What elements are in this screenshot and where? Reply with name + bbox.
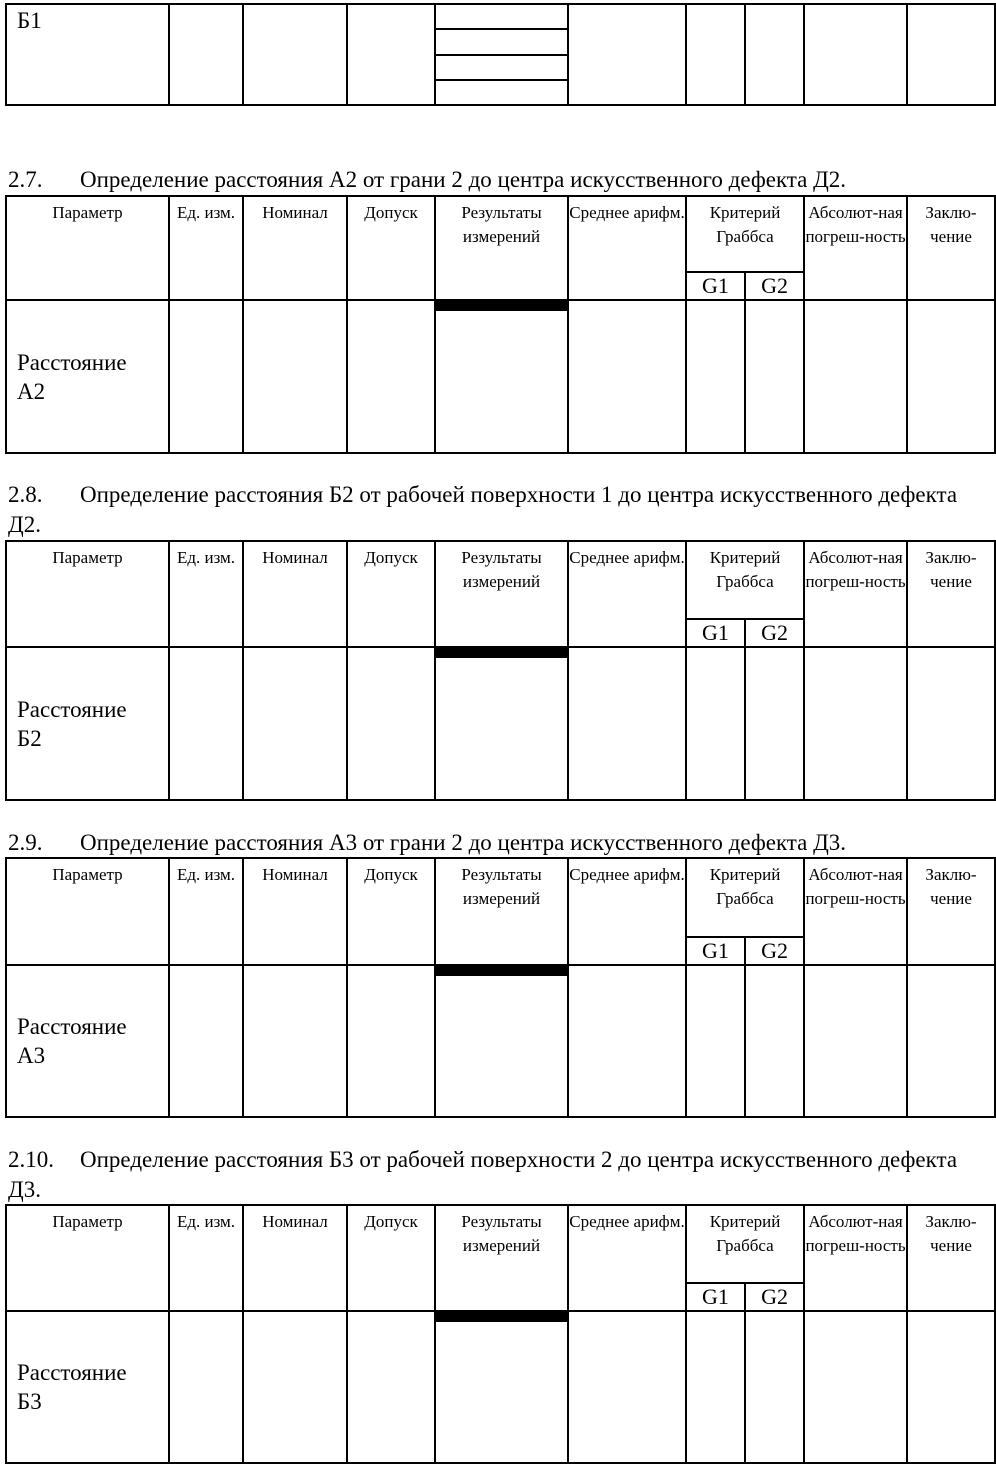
- header-tolerance: [347, 858, 435, 965]
- results-cell: [435, 4, 568, 105]
- nominal-cell[interactable]: [243, 300, 347, 453]
- tolerance-cell[interactable]: [347, 4, 435, 105]
- header-results: [435, 541, 568, 647]
- section-heading-2-8: [8, 480, 988, 540]
- param-label-line1: Расстояние: [17, 696, 127, 722]
- g1-cell[interactable]: [686, 4, 745, 105]
- result-row[interactable]: [436, 81, 567, 104]
- header-nominal-label: Номинал: [262, 203, 328, 222]
- header-g1-label: G1: [702, 938, 729, 963]
- section-number: 2.10.: [8, 1147, 54, 1172]
- header-abs-error-label: Абсолют-ная погреш-ность: [805, 865, 906, 908]
- header-mean: [568, 858, 686, 965]
- mean-cell[interactable]: [568, 4, 686, 105]
- header-abs-error: [804, 858, 907, 965]
- g2-cell[interactable]: [745, 965, 804, 1117]
- g2-cell[interactable]: [745, 300, 804, 453]
- section-title: Определение расстояния А2 от грани 2 до центра искусственного дефекта Д2.: [80, 167, 847, 192]
- header-nominal: [243, 196, 347, 300]
- header-param: [6, 858, 169, 965]
- header-nominal: [243, 541, 347, 647]
- param-label-line2: Б2: [17, 725, 42, 751]
- header-conclusion: [907, 541, 995, 647]
- header-param: [6, 1205, 169, 1311]
- section-number: 2.8.: [8, 482, 43, 507]
- header-nominal: [243, 858, 347, 965]
- param-label-line2: А3: [17, 1043, 46, 1068]
- param-cell: [6, 965, 169, 1117]
- header-conclusion: [907, 1205, 995, 1311]
- unit-cell[interactable]: [169, 4, 243, 105]
- header-abs-error-label: Абсолют-ная погреш-ность: [805, 548, 906, 591]
- nominal-cell[interactable]: [243, 1311, 347, 1463]
- tolerance-cell[interactable]: [347, 647, 435, 800]
- g1-cell[interactable]: [686, 1311, 745, 1463]
- result-row[interactable]: [436, 1320, 567, 1322]
- header-abs-error: [804, 541, 907, 647]
- header-unit-label: Ед. изм.: [176, 203, 236, 222]
- g2-cell[interactable]: [745, 647, 804, 800]
- param-cell: [6, 300, 169, 453]
- header-results-label: Результаты измерений: [461, 548, 542, 591]
- header-g1-label: G1: [702, 620, 729, 645]
- header-tolerance-label: Допуск: [364, 203, 418, 222]
- conclusion-cell[interactable]: [907, 647, 995, 800]
- header-mean: [568, 1205, 686, 1311]
- header-tolerance: [347, 541, 435, 647]
- param-label-line1: Расстояние: [17, 1360, 127, 1385]
- nominal-cell[interactable]: [243, 4, 347, 105]
- section-heading-2-10: [8, 1145, 988, 1205]
- header-g2: [745, 1283, 804, 1311]
- header-mean: [568, 196, 686, 300]
- nominal-cell[interactable]: [243, 647, 347, 800]
- header-g1-label: G1: [702, 1284, 729, 1309]
- header-results-label: Результаты измерений: [461, 203, 542, 246]
- unit-cell[interactable]: [169, 300, 243, 453]
- tolerance-cell[interactable]: [347, 965, 435, 1117]
- result-row[interactable]: [436, 5, 567, 30]
- header-g2: [745, 619, 804, 647]
- header-abs-error-label: Абсолют-ная погреш-ность: [805, 203, 906, 246]
- section-heading-2-9: [8, 828, 988, 858]
- header-nominal-label: Номинал: [262, 865, 328, 884]
- header-nominal-label: Номинал: [262, 548, 328, 567]
- param-cell: [6, 4, 169, 105]
- section-title: Определение расстояния Б2 от рабочей поверхности 1 до центра искусственного дефекта Д2.: [8, 482, 963, 537]
- measurement-table: [5, 195, 996, 454]
- header-conclusion-label: Заклю-чение: [925, 203, 977, 246]
- section-number: 2.9.: [8, 830, 43, 855]
- header-mean-label: Среднее арифм.: [569, 865, 685, 884]
- header-g2: [745, 272, 804, 300]
- abs-error-cell[interactable]: [804, 300, 907, 453]
- unit-cell[interactable]: [169, 1311, 243, 1463]
- header-mean-label: Среднее арифм.: [569, 1212, 685, 1231]
- header-mean-label: Среднее арифм.: [569, 548, 685, 567]
- header-results-label: Результаты измерений: [461, 1212, 542, 1255]
- g2-cell[interactable]: [745, 1311, 804, 1463]
- mean-cell[interactable]: [568, 647, 686, 800]
- header-g2-label: G2: [761, 1284, 788, 1309]
- header-nominal: [243, 1205, 347, 1311]
- mean-cell[interactable]: [568, 1311, 686, 1463]
- header-unit: [169, 858, 243, 965]
- header-param: [6, 541, 169, 647]
- result-row[interactable]: [436, 30, 567, 55]
- header-conclusion-label: Заклю-чение: [925, 1212, 977, 1255]
- header-unit-label: Ед. изм.: [176, 548, 236, 567]
- header-g1: [686, 1283, 745, 1311]
- header-tolerance-label: Допуск: [364, 1212, 418, 1231]
- abs-error-cell[interactable]: [804, 647, 907, 800]
- param-label-line2: А2: [17, 378, 46, 404]
- header-param-label: Параметр: [52, 1212, 123, 1231]
- header-mean: [568, 541, 686, 647]
- mean-cell[interactable]: [568, 300, 686, 453]
- conclusion-cell[interactable]: [907, 965, 995, 1117]
- result-row[interactable]: [436, 656, 567, 658]
- results-cell: [435, 300, 568, 453]
- header-param-label: Параметр: [52, 203, 123, 222]
- measurement-table: [5, 857, 996, 1118]
- results-cell: [435, 647, 568, 800]
- header-results: [435, 196, 568, 300]
- unit-cell[interactable]: [169, 965, 243, 1117]
- g1-cell[interactable]: [686, 647, 745, 800]
- header-unit-label: Ед. изм.: [176, 1212, 236, 1231]
- header-results: [435, 1205, 568, 1311]
- header-unit: [169, 196, 243, 300]
- header-param: [6, 196, 169, 300]
- header-grubbs: [686, 858, 804, 937]
- g1-cell[interactable]: [686, 300, 745, 453]
- header-conclusion: [907, 196, 995, 300]
- section-title: Определение расстояния А3 от грани 2 до центра искусственного дефекта Д3.: [80, 830, 847, 855]
- measurement-table: [5, 1204, 996, 1464]
- header-tolerance: [347, 196, 435, 300]
- tolerance-cell[interactable]: [347, 1311, 435, 1463]
- header-g2-label: G2: [761, 273, 788, 298]
- unit-cell[interactable]: [169, 647, 243, 800]
- header-conclusion: [907, 858, 995, 965]
- header-grubbs-label: Критерий Граббса: [709, 865, 781, 908]
- header-g1: [686, 937, 745, 965]
- table-b1: [5, 3, 996, 106]
- header-results-label: Результаты измерений: [461, 865, 542, 908]
- header-param-label: Параметр: [52, 865, 123, 884]
- conclusion-cell[interactable]: [907, 300, 995, 453]
- mean-cell[interactable]: [568, 965, 686, 1117]
- header-tolerance: [347, 1205, 435, 1311]
- header-grubbs-label: Критерий Граббса: [709, 1212, 781, 1255]
- section-heading-2-7: [8, 165, 988, 195]
- header-abs-error: [804, 1205, 907, 1311]
- param-cell: [6, 1311, 169, 1463]
- param-label-line1: Расстояние: [17, 1014, 127, 1039]
- header-g2-label: G2: [761, 620, 788, 645]
- abs-error-cell[interactable]: [804, 4, 907, 105]
- header-grubbs-label: Критерий Граббса: [709, 203, 781, 246]
- results-cell: [435, 965, 568, 1117]
- header-g1: [686, 272, 745, 300]
- param-label: Б1: [17, 8, 42, 33]
- header-grubbs-label: Критерий Граббса: [709, 548, 781, 591]
- header-grubbs: [686, 196, 804, 272]
- param-label-line2: Б3: [17, 1389, 42, 1414]
- header-tolerance-label: Допуск: [364, 865, 418, 884]
- measurement-table: [5, 540, 996, 801]
- conclusion-cell[interactable]: [907, 1311, 995, 1463]
- results-cell: [435, 1311, 568, 1463]
- tolerance-cell[interactable]: [347, 300, 435, 453]
- header-grubbs: [686, 541, 804, 619]
- result-row[interactable]: [436, 309, 567, 311]
- section-title: Определение расстояния Б3 от рабочей поверхности 2 до центра искусственного дефекта Д3.: [8, 1147, 963, 1202]
- header-mean-label: Среднее арифм.: [569, 203, 685, 222]
- header-g2-label: G2: [761, 938, 788, 963]
- header-abs-error: [804, 196, 907, 300]
- header-conclusion-label: Заклю-чение: [925, 865, 977, 908]
- header-grubbs: [686, 1205, 804, 1283]
- header-g1-label: G1: [702, 273, 729, 298]
- param-cell: [6, 647, 169, 800]
- header-param-label: Параметр: [52, 548, 123, 567]
- g1-cell[interactable]: [686, 965, 745, 1117]
- header-tolerance-label: Допуск: [364, 548, 418, 567]
- g2-cell[interactable]: [745, 4, 804, 105]
- header-unit: [169, 1205, 243, 1311]
- abs-error-cell[interactable]: [804, 1311, 907, 1463]
- header-nominal-label: Номинал: [262, 1212, 328, 1231]
- header-abs-error-label: Абсолют-ная погреш-ность: [805, 1212, 906, 1255]
- result-row[interactable]: [436, 974, 567, 976]
- param-label-line1: Расстояние: [17, 349, 127, 375]
- header-conclusion-label: Заклю-чение: [925, 548, 977, 591]
- nominal-cell[interactable]: [243, 965, 347, 1117]
- header-results: [435, 858, 568, 965]
- result-row[interactable]: [436, 56, 567, 81]
- conclusion-cell[interactable]: [907, 4, 995, 105]
- abs-error-cell[interactable]: [804, 965, 907, 1117]
- header-unit: [169, 541, 243, 647]
- section-number: 2.7.: [8, 167, 43, 192]
- header-unit-label: Ед. изм.: [176, 865, 236, 884]
- header-g1: [686, 619, 745, 647]
- header-g2: [745, 937, 804, 965]
